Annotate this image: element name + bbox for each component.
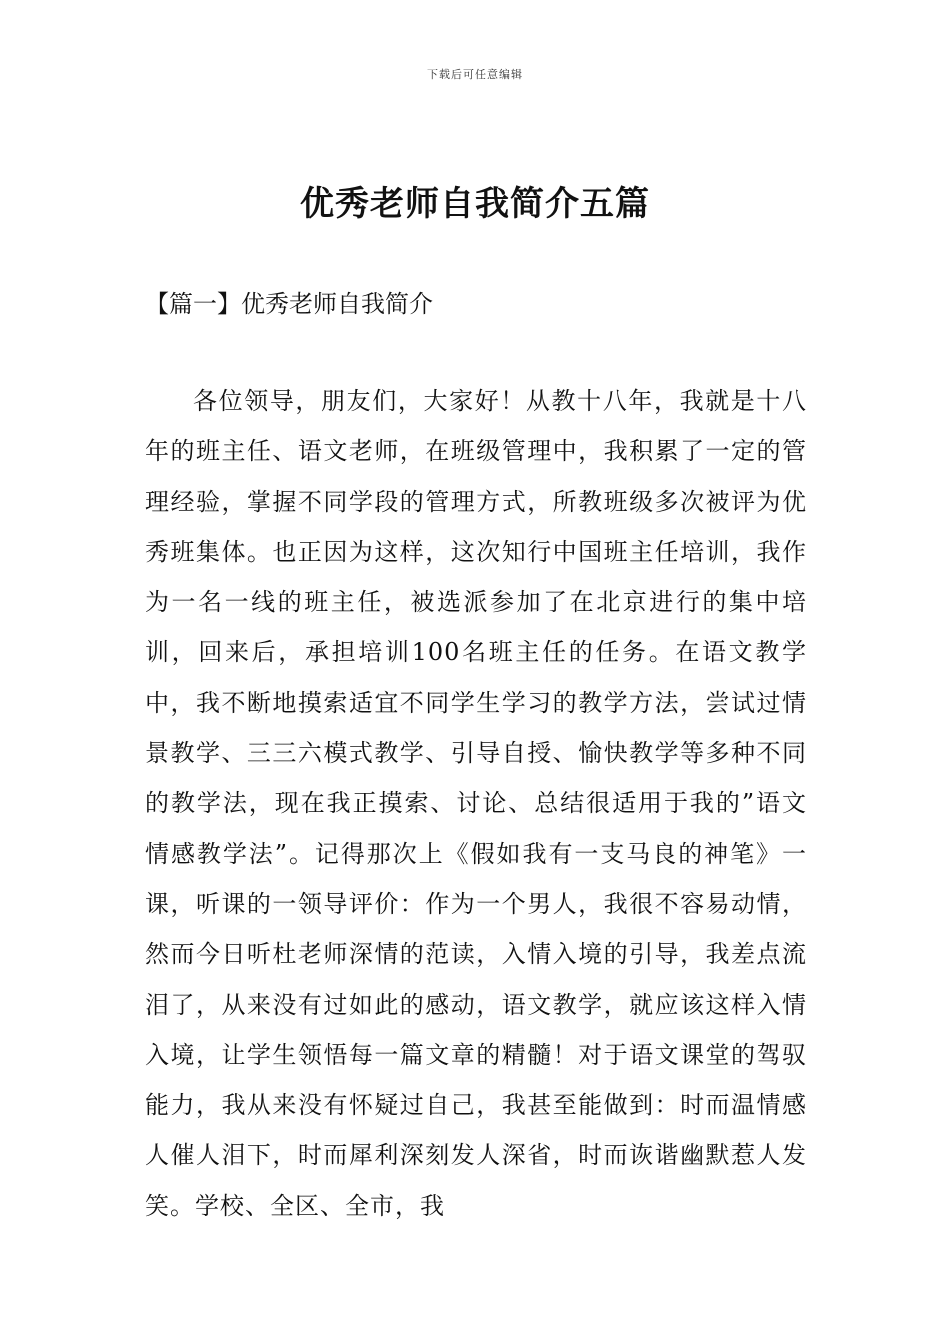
document-title: 优秀老师自我简介五篇 xyxy=(300,184,650,224)
body-paragraph: 各位领导，朋友们，大家好！从教十八年，我就是十八年的班主任、语文老师，在班级管理中，我积累了一定的管理经验，掌握不同学段的管理方式，所教班级多次被评为优秀班集体。也正因为这样，这次知行中国班主任培训，我作为一名一线的班主任，被选派参加了在北京进行的集中培训，回来后，承担培训100名班主任的任务。在语文教学中，我不断地摸索适宜不同学生学习的教学方法，尝试过情景教学、三三六模式教学、引导自授、愉快教学等多种不同的教学法，现在我正摸索、讨论、总结很适用于我的”语文情感教学法”。记得那次上《假如我有一支马良的神笔》一课，听课的一领导评价：作为一个男人，我很不容易动情，然而今日听杜老师深情的范读，入情入境的引导，我差点流泪了，从来没有过如此的感动，语文教学，就应该这样入情入境，让学生领悟每一篇文章的精髓！对于语文课堂的驾驭能力，我从来没有怀疑过自己，我甚至能做到：时而温情感人催人泪下，时而犀利深刻发人深省，时而诙谐幽默惹人发笑。学校、全区、全市，我 xyxy=(145,387,807,1220)
section-heading: 【篇一】优秀老师自我简介 xyxy=(145,290,433,318)
page-header-note: 下载后可任意编辑 xyxy=(427,68,523,81)
